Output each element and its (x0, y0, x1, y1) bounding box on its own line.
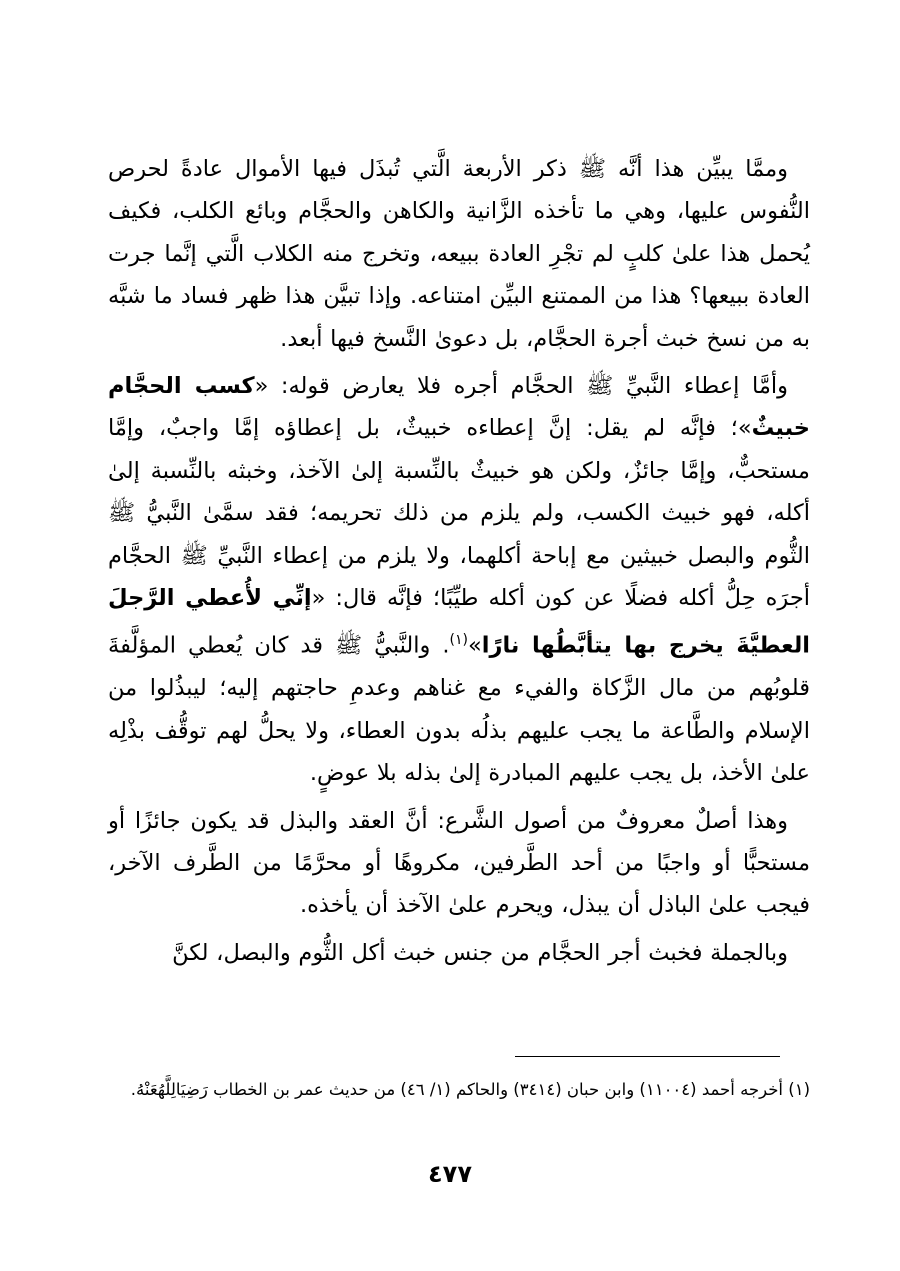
hadith-quote-2: إنِّي لأُعطي الرَّجلَ العطيَّةَ يخرج بها يتأبَّطُها نارًا (108, 585, 810, 659)
paragraph-2 (108, 365, 810, 795)
main-text (108, 148, 810, 979)
paragraph-2-part-3: » (468, 632, 482, 659)
paragraph-1: وممَّا يبيِّن هذا أنَّه ﷺ ذكر الأربعة الَّتي تُبذَل فيها الأموال عادةً لحرص النُّفوس عليها، وهي ما تأخذه الزَّانية والكاهن والحجَّام وبائع الكلب، فكيف يُحمل هذا علىٰ كلبٍ لم تجْرِ العادة ببيعه، وتخرج منه الكلاب الَّتي إنَّما جرت العادة ببيعها؟ هذا من الممتنع البيِّن امتناعه. وإذا تبيَّن هذا ظهر فساد ما شبَّه به من نسخ خبث أجرة الحجَّام، بل دعوىٰ النَّسخ فيها أبعد. (108, 156, 810, 352)
paragraph-2-part-1: وأمَّا إعطاء النَّبيِّ ﷺ الحجَّام أجره فلا يعارض قوله: « (254, 373, 788, 400)
paragraph-3: وهذا أصلٌ معروفٌ من أصول الشَّرع: أنَّ العقد والبذل قد يكون جائزًا أو مستحبًّا أو واجبًا من أحد الطَّرفين، مكروهًا أو محرَّمًا من الطَّرف الآخر، فيجب علىٰ الباذل أن يبذل، ويحرم علىٰ الآخذ أن يأخذه. (108, 807, 810, 919)
footnotes (108, 1072, 810, 1108)
paragraph-2-part-4: . والنَّبيُّ ﷺ قد كان يُعطي المؤلَّفةَ قلوبُهم من مال الزَّكاة والفيء مع غناهم وعدمِ حاجتهم إليه؛ ليبذُلوا من الإسلام والطَّاعة ما يجب عليهم بذلُه بدون العطاء، ولا يحلُّ لهم توقُّف بذْلِه علىٰ الأخذ، بل يجب عليهم المبادرة إلىٰ بذله بلا عوضٍ. (108, 632, 810, 787)
footnote-reference: (١) (449, 632, 469, 649)
hadith-quote-1: كسب الحجَّام خبيثٌ (108, 373, 810, 442)
paragraph-2-part-2: »؛ فإنَّه لم يقل: إنَّ إعطاءه خبيثٌ، بل إعطاؤه إمَّا واجبٌ، وإمَّا مستحبٌّ، وإمَّا جائزٌ، ولكن هو خبيثٌ بالنِّسبة إلىٰ الآخذ، وخبثه بالنِّسبة إلىٰ أكله، فهو خبيث الكسب، ولم يلزم من ذلك تحريمه؛ فقد سمَّىٰ النَّبيُّ ﷺ الثُّوم والبصل خبيثين مع إباحة أكلهما، ولا يلزم من إعطاء النَّبيِّ ﷺ الحجَّام أجرَه حِلُّ أكله فضلًا عن كون أكله طيِّبًا؛ فإنَّه قال: « (108, 415, 810, 612)
footnote-divider (515, 1056, 780, 1057)
footnote-1: (١) أخرجه أحمد (١١٠٠٤) وابن حبان (٣٤١٤) والحاكم (١/ ٤٦) من حديث عمر بن الخطاب رَضِيَالِلَّهُعَنْهُ. (130, 1080, 810, 1099)
paragraph-4: وبالجملة فخبث أجر الحجَّام من جنس خبث أكل الثُّوم والبصل، لكنَّ (172, 939, 788, 966)
page-number: ٤٧٧ (428, 1160, 472, 1188)
